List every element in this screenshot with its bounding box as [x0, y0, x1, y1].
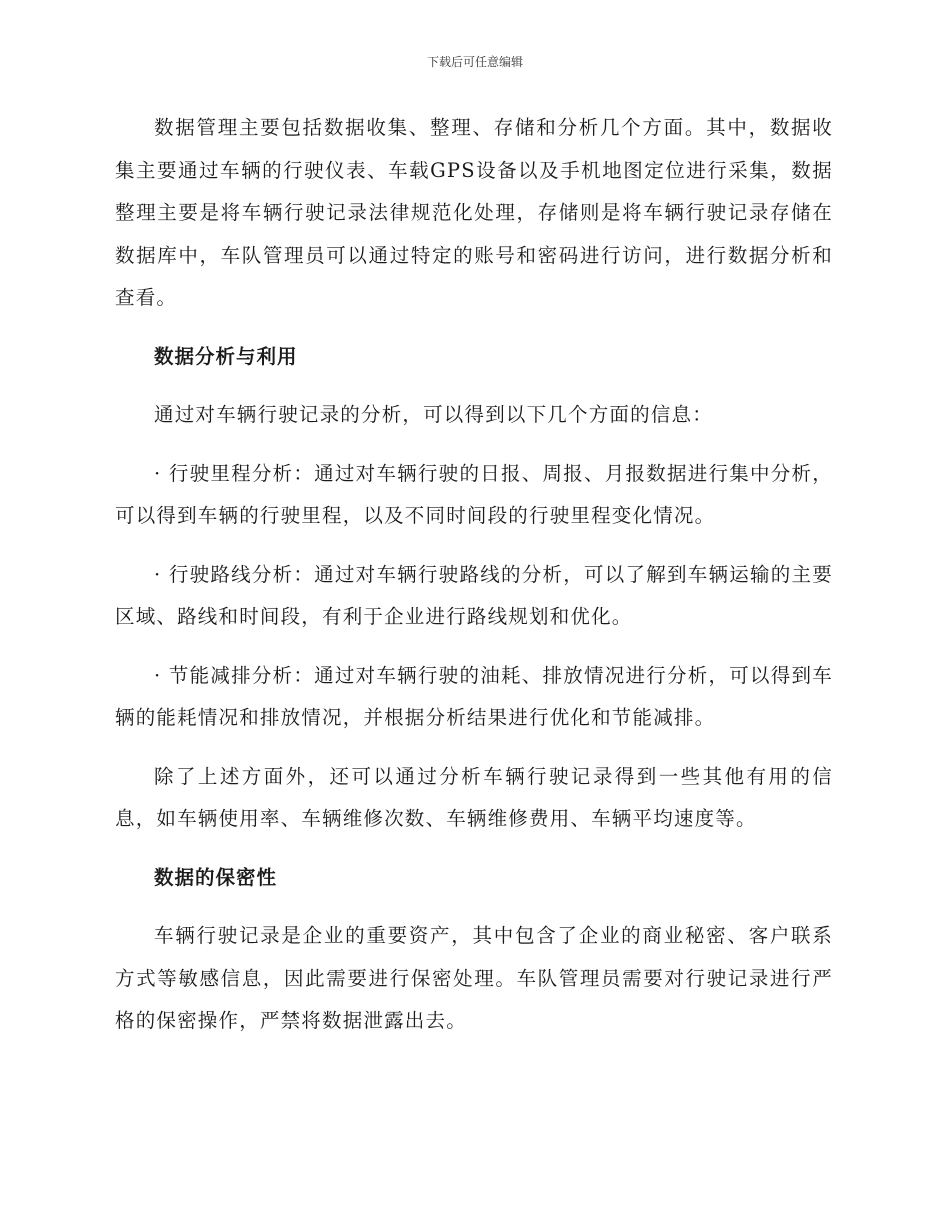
- paragraph-confidentiality: 车辆行驶记录是企业的重要资产，其中包含了企业的商业秘密、客户联系方式等敏感信息，因此需要进行保密处理。车队管理员需要对行驶记录进行严格的保密操作，严禁将数据泄露出去。: [115, 924, 833, 1032]
- paragraph-data-management: 数据管理主要包括数据收集、整理、存储和分析几个方面。其中，数据收集主要通过车辆的行驶仪表、车载GPS设备以及手机地图定位进行采集，数据整理主要是将车辆行驶记录法律规范化处理，存储则是将车辆行驶记录存储在数据库中，车队管理员可以通过特定的账号和密码进行访问，进行数据分析和查看。: [115, 116, 833, 309]
- bullet-route-analysis: · 行驶路线分析：通过对车辆行驶路线的分析，可以了解到车辆运输的主要区域、路线和时间段，有利于企业进行路线规划和优化。: [115, 562, 833, 628]
- paragraph-analysis-intro: 通过对车辆行驶记录的分析，可以得到以下几个方面的信息：: [154, 403, 713, 426]
- heading-confidentiality: 数据的保密性: [154, 865, 278, 889]
- heading-data-analysis: 数据分析与利用: [154, 344, 298, 368]
- bullet-energy-analysis: · 节能减排分析：通过对车辆行驶的油耗、排放情况进行分析，可以得到车辆的能耗情况和排放情况，并根据分析结果进行优化和节能减排。: [115, 663, 833, 729]
- paragraph-other-info: 除了上述方面外，还可以通过分析车辆行驶记录得到一些其他有用的信息，如车辆使用率、车辆维修次数、车辆维修费用、车辆平均速度等。: [115, 764, 833, 830]
- bullet-mileage-analysis: · 行驶里程分析：通过对车辆行驶的日报、周报、月报数据进行集中分析，可以得到车辆的行驶里程，以及不同时间段的行驶里程变化情况。: [115, 461, 833, 527]
- document-body: [115, 107, 833, 1059]
- page-header: 下载后可任意编辑: [426, 55, 523, 69]
